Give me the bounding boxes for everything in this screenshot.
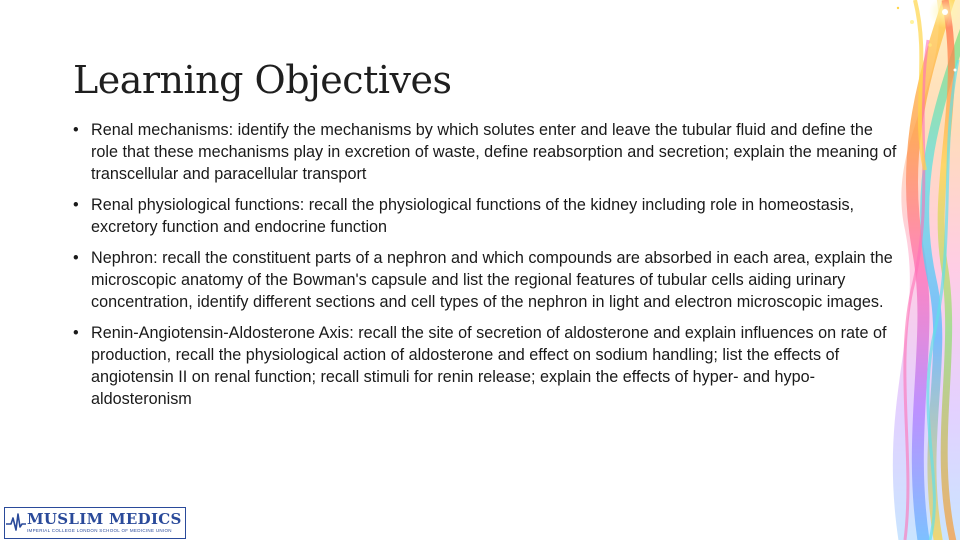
sparkle: [942, 9, 948, 15]
objective-text: Renal mechanisms: identify the mechanisms by which solutes enter and leave the tubular fluid and define the role that these mechanisms play in excretion of waste, define reabsorption and secretion; explain the meaning of transcellular and paracellular transport: [91, 121, 897, 183]
objectives-list: [73, 119, 903, 419]
sparkle: [954, 69, 957, 72]
list-item: [73, 322, 903, 410]
bullet: •: [73, 196, 79, 214]
bullet: •: [73, 121, 79, 139]
page-title: Learning Objectives: [73, 58, 452, 102]
sparkle: [919, 89, 922, 92]
list-item: [73, 119, 903, 185]
sparkle: [897, 7, 899, 9]
bullet: •: [73, 249, 79, 267]
muslim-medics-logo: [4, 507, 186, 539]
sparkle: [928, 43, 932, 47]
objective-text: Renin-Angiotensin-Aldosterone Axis: recall the site of secretion of aldosterone and explain influences on rate of production, recall the physiological action of aldosterone and effect on sodium handling; list the effects of angiotensin II on renal function; recall stimuli for renin release; explain the effects of hyper- and hypo-aldosteronism: [91, 324, 887, 408]
logo-text: [27, 512, 182, 534]
heartbeat-icon: [5, 510, 27, 536]
sparkle: [910, 20, 914, 24]
list-item: [73, 194, 903, 238]
list-item: [73, 247, 903, 313]
logo-subtitle: IMPERIAL COLLEGE LONDON SCHOOL OF MEDICINE UNION: [27, 528, 172, 534]
objective-text: Renal physiological functions: recall the physiological functions of the kidney including role in homeostasis, excretory function and endocrine function: [91, 196, 855, 236]
bullet: •: [73, 324, 79, 342]
objective-text: Nephron: recall the constituent parts of a nephron and which compounds are absorbed in each area, explain the microscopic anatomy of the Bowman's capsule and list the regional features of tubular cells aiding urinary concentration, identify different sections and cell types of the nephron in light and electron microscopic images.: [91, 249, 893, 311]
logo-name: MUSLIM MEDICS: [27, 510, 182, 529]
